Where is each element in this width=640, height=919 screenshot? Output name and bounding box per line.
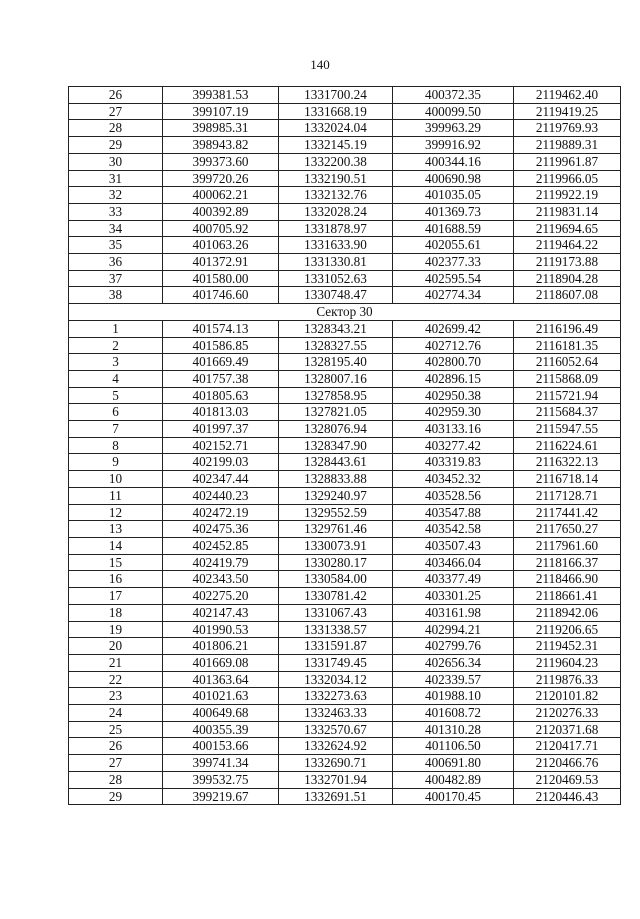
table-row <box>69 537 621 554</box>
cell-y-coordinate: 1328076.94 <box>279 421 393 438</box>
table-row <box>69 604 621 621</box>
table-row <box>69 554 621 571</box>
cell-y-coordinate: 1330781.42 <box>279 588 393 605</box>
cell-point-number: 33 <box>69 203 163 220</box>
cell-point-number: 26 <box>69 87 163 104</box>
table-row <box>69 170 621 187</box>
cell-x-coordinate: 402275.20 <box>163 588 279 605</box>
table-row <box>69 771 621 788</box>
cell-y2-coordinate: 2118904.28 <box>514 270 621 287</box>
cell-x-coordinate: 402419.79 <box>163 554 279 571</box>
cell-point-number: 22 <box>69 671 163 688</box>
cell-y-coordinate: 1331591.87 <box>279 638 393 655</box>
cell-x2-coordinate: 402959.30 <box>393 404 514 421</box>
cell-x-coordinate: 401813.03 <box>163 404 279 421</box>
cell-x-coordinate: 401746.60 <box>163 287 279 304</box>
cell-point-number: 16 <box>69 571 163 588</box>
cell-x2-coordinate: 403507.43 <box>393 537 514 554</box>
cell-y2-coordinate: 2119419.25 <box>514 103 621 120</box>
table-row <box>69 387 621 404</box>
table-row <box>69 87 621 104</box>
cell-x-coordinate: 399741.34 <box>163 755 279 772</box>
cell-y-coordinate: 1331338.57 <box>279 621 393 638</box>
cell-y-coordinate: 1331633.90 <box>279 237 393 254</box>
cell-y2-coordinate: 2115684.37 <box>514 404 621 421</box>
cell-x-coordinate: 399107.19 <box>163 103 279 120</box>
cell-x-coordinate: 401806.21 <box>163 638 279 655</box>
table-row <box>69 153 621 170</box>
cell-y-coordinate: 1332691.51 <box>279 788 393 805</box>
cell-x2-coordinate: 403161.98 <box>393 604 514 621</box>
cell-point-number: 15 <box>69 554 163 571</box>
cell-x2-coordinate: 401035.05 <box>393 187 514 204</box>
cell-point-number: 10 <box>69 471 163 488</box>
cell-x2-coordinate: 400170.45 <box>393 788 514 805</box>
cell-y-coordinate: 1332132.76 <box>279 187 393 204</box>
cell-x2-coordinate: 402950.38 <box>393 387 514 404</box>
cell-y2-coordinate: 2119452.31 <box>514 638 621 655</box>
cell-y-coordinate: 1327821.05 <box>279 404 393 421</box>
cell-x2-coordinate: 401608.72 <box>393 705 514 722</box>
cell-x2-coordinate: 401310.28 <box>393 721 514 738</box>
cell-x-coordinate: 399720.26 <box>163 170 279 187</box>
cell-x-coordinate: 399381.53 <box>163 87 279 104</box>
cell-x2-coordinate: 400482.89 <box>393 771 514 788</box>
cell-x-coordinate: 402475.36 <box>163 521 279 538</box>
cell-x2-coordinate: 400372.35 <box>393 87 514 104</box>
cell-y-coordinate: 1331700.24 <box>279 87 393 104</box>
cell-point-number: 18 <box>69 604 163 621</box>
cell-y2-coordinate: 2117961.60 <box>514 537 621 554</box>
cell-y-coordinate: 1332190.51 <box>279 170 393 187</box>
cell-x-coordinate: 400062.21 <box>163 187 279 204</box>
table-row <box>69 254 621 271</box>
cell-point-number: 32 <box>69 187 163 204</box>
cell-y2-coordinate: 2119769.93 <box>514 120 621 137</box>
cell-y-coordinate: 1332034.12 <box>279 671 393 688</box>
cell-y-coordinate: 1331052.63 <box>279 270 393 287</box>
cell-y-coordinate: 1328443.61 <box>279 454 393 471</box>
cell-y-coordinate: 1331067.43 <box>279 604 393 621</box>
table-row <box>69 621 621 638</box>
cell-x-coordinate: 401669.49 <box>163 354 279 371</box>
cell-x-coordinate: 402152.71 <box>163 437 279 454</box>
cell-point-number: 28 <box>69 771 163 788</box>
cell-y-coordinate: 1332200.38 <box>279 153 393 170</box>
cell-y2-coordinate: 2119876.33 <box>514 671 621 688</box>
table-row <box>69 337 621 354</box>
cell-y2-coordinate: 2119922.19 <box>514 187 621 204</box>
cell-x2-coordinate: 402377.33 <box>393 254 514 271</box>
cell-y2-coordinate: 2116322.13 <box>514 454 621 471</box>
sector-header-row <box>69 304 621 321</box>
cell-y-coordinate: 1332028.24 <box>279 203 393 220</box>
cell-y-coordinate: 1331878.97 <box>279 220 393 237</box>
cell-y-coordinate: 1330584.00 <box>279 571 393 588</box>
cell-y-coordinate: 1331668.19 <box>279 103 393 120</box>
cell-x-coordinate: 400705.92 <box>163 220 279 237</box>
table-row <box>69 588 621 605</box>
cell-y-coordinate: 1332624.92 <box>279 738 393 755</box>
cell-y-coordinate: 1328007.16 <box>279 370 393 387</box>
cell-point-number: 9 <box>69 454 163 471</box>
table-row <box>69 103 621 120</box>
cell-point-number: 27 <box>69 103 163 120</box>
table-row <box>69 437 621 454</box>
cell-y-coordinate: 1331749.45 <box>279 654 393 671</box>
cell-x-coordinate: 401372.91 <box>163 254 279 271</box>
cell-x-coordinate: 401586.85 <box>163 337 279 354</box>
cell-y-coordinate: 1332570.67 <box>279 721 393 738</box>
cell-y2-coordinate: 2119462.40 <box>514 87 621 104</box>
table-row <box>69 120 621 137</box>
cell-x2-coordinate: 403301.25 <box>393 588 514 605</box>
cell-point-number: 30 <box>69 153 163 170</box>
cell-y2-coordinate: 2119831.14 <box>514 203 621 220</box>
cell-x-coordinate: 401805.63 <box>163 387 279 404</box>
cell-y-coordinate: 1328833.88 <box>279 471 393 488</box>
cell-x2-coordinate: 403319.83 <box>393 454 514 471</box>
cell-point-number: 31 <box>69 170 163 187</box>
table-row <box>69 404 621 421</box>
cell-y2-coordinate: 2116052.64 <box>514 354 621 371</box>
table-row <box>69 755 621 772</box>
cell-y-coordinate: 1332701.94 <box>279 771 393 788</box>
cell-x2-coordinate: 403452.32 <box>393 471 514 488</box>
cell-y-coordinate: 1327858.95 <box>279 387 393 404</box>
table-row <box>69 270 621 287</box>
cell-point-number: 4 <box>69 370 163 387</box>
cell-y-coordinate: 1332145.19 <box>279 137 393 154</box>
cell-y-coordinate: 1328347.90 <box>279 437 393 454</box>
cell-point-number: 6 <box>69 404 163 421</box>
table-row <box>69 471 621 488</box>
cell-y2-coordinate: 2117650.27 <box>514 521 621 538</box>
cell-x2-coordinate: 399963.29 <box>393 120 514 137</box>
cell-point-number: 1 <box>69 320 163 337</box>
cell-y2-coordinate: 2115868.09 <box>514 370 621 387</box>
table-row <box>69 487 621 504</box>
cell-x-coordinate: 399532.75 <box>163 771 279 788</box>
cell-point-number: 17 <box>69 588 163 605</box>
cell-point-number: 21 <box>69 654 163 671</box>
cell-x2-coordinate: 403466.04 <box>393 554 514 571</box>
cell-x-coordinate: 402452.85 <box>163 537 279 554</box>
cell-x2-coordinate: 402799.76 <box>393 638 514 655</box>
cell-point-number: 38 <box>69 287 163 304</box>
cell-x-coordinate: 398985.31 <box>163 120 279 137</box>
cell-point-number: 19 <box>69 621 163 638</box>
table-row <box>69 237 621 254</box>
cell-y-coordinate: 1329761.46 <box>279 521 393 538</box>
cell-y2-coordinate: 2120101.82 <box>514 688 621 705</box>
cell-x2-coordinate: 402712.76 <box>393 337 514 354</box>
cell-point-number: 28 <box>69 120 163 137</box>
cell-x-coordinate: 401574.13 <box>163 320 279 337</box>
cell-x2-coordinate: 401369.73 <box>393 203 514 220</box>
cell-x2-coordinate: 403528.56 <box>393 487 514 504</box>
cell-point-number: 37 <box>69 270 163 287</box>
cell-y2-coordinate: 2118607.08 <box>514 287 621 304</box>
table-row <box>69 354 621 371</box>
table-row <box>69 187 621 204</box>
cell-x2-coordinate: 402055.61 <box>393 237 514 254</box>
cell-x-coordinate: 402147.43 <box>163 604 279 621</box>
cell-y-coordinate: 1330073.91 <box>279 537 393 554</box>
coordinates-table <box>68 86 621 805</box>
cell-x-coordinate: 401757.38 <box>163 370 279 387</box>
table-row <box>69 721 621 738</box>
cell-point-number: 36 <box>69 254 163 271</box>
cell-x-coordinate: 401997.37 <box>163 421 279 438</box>
cell-y2-coordinate: 2115947.55 <box>514 421 621 438</box>
table-row <box>69 370 621 387</box>
cell-point-number: 11 <box>69 487 163 504</box>
cell-x-coordinate: 402343.50 <box>163 571 279 588</box>
cell-y-coordinate: 1331330.81 <box>279 254 393 271</box>
cell-y2-coordinate: 2118942.06 <box>514 604 621 621</box>
table-row <box>69 654 621 671</box>
table-row <box>69 571 621 588</box>
cell-point-number: 23 <box>69 688 163 705</box>
cell-y2-coordinate: 2120446.43 <box>514 788 621 805</box>
cell-x-coordinate: 400153.66 <box>163 738 279 755</box>
cell-point-number: 29 <box>69 788 163 805</box>
cell-y-coordinate: 1328343.21 <box>279 320 393 337</box>
cell-y2-coordinate: 2119206.65 <box>514 621 621 638</box>
table-row <box>69 738 621 755</box>
cell-x2-coordinate: 403542.58 <box>393 521 514 538</box>
cell-y2-coordinate: 2116224.61 <box>514 437 621 454</box>
cell-x2-coordinate: 402774.34 <box>393 287 514 304</box>
table-row <box>69 504 621 521</box>
cell-point-number: 24 <box>69 705 163 722</box>
cell-x-coordinate: 399219.67 <box>163 788 279 805</box>
cell-point-number: 29 <box>69 137 163 154</box>
cell-y2-coordinate: 2116718.14 <box>514 471 621 488</box>
table-row <box>69 454 621 471</box>
cell-y-coordinate: 1332024.04 <box>279 120 393 137</box>
cell-y-coordinate: 1330280.17 <box>279 554 393 571</box>
cell-y-coordinate: 1329552.59 <box>279 504 393 521</box>
cell-x2-coordinate: 402994.21 <box>393 621 514 638</box>
cell-point-number: 7 <box>69 421 163 438</box>
cell-x-coordinate: 401063.26 <box>163 237 279 254</box>
cell-x-coordinate: 400649.68 <box>163 705 279 722</box>
cell-y2-coordinate: 2118661.41 <box>514 588 621 605</box>
cell-x-coordinate: 401990.53 <box>163 621 279 638</box>
cell-x2-coordinate: 402896.15 <box>393 370 514 387</box>
cell-point-number: 5 <box>69 387 163 404</box>
table-row <box>69 638 621 655</box>
cell-point-number: 2 <box>69 337 163 354</box>
cell-x2-coordinate: 400690.98 <box>393 170 514 187</box>
cell-x2-coordinate: 403133.16 <box>393 421 514 438</box>
cell-y2-coordinate: 2119961.87 <box>514 153 621 170</box>
cell-y2-coordinate: 2119694.65 <box>514 220 621 237</box>
cell-point-number: 20 <box>69 638 163 655</box>
cell-point-number: 25 <box>69 721 163 738</box>
cell-x-coordinate: 402199.03 <box>163 454 279 471</box>
cell-y2-coordinate: 2118166.37 <box>514 554 621 571</box>
cell-x2-coordinate: 403377.49 <box>393 571 514 588</box>
cell-x-coordinate: 401580.00 <box>163 270 279 287</box>
table-row <box>69 521 621 538</box>
table-row <box>69 203 621 220</box>
cell-x2-coordinate: 401688.59 <box>393 220 514 237</box>
cell-x2-coordinate: 403547.88 <box>393 504 514 521</box>
cell-x2-coordinate: 401106.50 <box>393 738 514 755</box>
cell-y2-coordinate: 2120466.76 <box>514 755 621 772</box>
cell-y2-coordinate: 2119173.88 <box>514 254 621 271</box>
cell-y2-coordinate: 2116181.35 <box>514 337 621 354</box>
cell-y2-coordinate: 2117128.71 <box>514 487 621 504</box>
table-row <box>69 320 621 337</box>
cell-y-coordinate: 1330748.47 <box>279 287 393 304</box>
cell-y2-coordinate: 2120417.71 <box>514 738 621 755</box>
cell-x-coordinate: 401363.64 <box>163 671 279 688</box>
cell-y2-coordinate: 2115721.94 <box>514 387 621 404</box>
cell-point-number: 8 <box>69 437 163 454</box>
cell-x2-coordinate: 399916.92 <box>393 137 514 154</box>
cell-x2-coordinate: 403277.42 <box>393 437 514 454</box>
cell-x2-coordinate: 401988.10 <box>393 688 514 705</box>
cell-x-coordinate: 398943.82 <box>163 137 279 154</box>
cell-x2-coordinate: 402656.34 <box>393 654 514 671</box>
cell-point-number: 13 <box>69 521 163 538</box>
table-row <box>69 421 621 438</box>
cell-y2-coordinate: 2120469.53 <box>514 771 621 788</box>
cell-y-coordinate: 1332690.71 <box>279 755 393 772</box>
cell-y2-coordinate: 2118466.90 <box>514 571 621 588</box>
cell-y2-coordinate: 2119966.05 <box>514 170 621 187</box>
cell-point-number: 14 <box>69 537 163 554</box>
cell-y-coordinate: 1332463.33 <box>279 705 393 722</box>
cell-x-coordinate: 402347.44 <box>163 471 279 488</box>
cell-x2-coordinate: 402699.42 <box>393 320 514 337</box>
cell-x2-coordinate: 402595.54 <box>393 270 514 287</box>
page-number: 140 <box>310 57 330 72</box>
cell-x2-coordinate: 402800.70 <box>393 354 514 371</box>
cell-y2-coordinate: 2120371.68 <box>514 721 621 738</box>
table-row <box>69 220 621 237</box>
cell-x2-coordinate: 400099.50 <box>393 103 514 120</box>
cell-x-coordinate: 400392.89 <box>163 203 279 220</box>
cell-y2-coordinate: 2119889.31 <box>514 137 621 154</box>
cell-y-coordinate: 1328195.40 <box>279 354 393 371</box>
cell-x2-coordinate: 400691.80 <box>393 755 514 772</box>
table-row <box>69 688 621 705</box>
table-row <box>69 137 621 154</box>
cell-y2-coordinate: 2119464.22 <box>514 237 621 254</box>
sector-label: Сектор 30 <box>69 304 621 321</box>
cell-point-number: 26 <box>69 738 163 755</box>
cell-x-coordinate: 401021.63 <box>163 688 279 705</box>
cell-x-coordinate: 399373.60 <box>163 153 279 170</box>
cell-point-number: 12 <box>69 504 163 521</box>
table-row <box>69 705 621 722</box>
cell-y2-coordinate: 2119604.23 <box>514 654 621 671</box>
cell-x2-coordinate: 400344.16 <box>393 153 514 170</box>
cell-x-coordinate: 400355.39 <box>163 721 279 738</box>
cell-y-coordinate: 1332273.63 <box>279 688 393 705</box>
cell-x-coordinate: 402440.23 <box>163 487 279 504</box>
cell-x-coordinate: 402472.19 <box>163 504 279 521</box>
cell-y-coordinate: 1329240.97 <box>279 487 393 504</box>
cell-y-coordinate: 1328327.55 <box>279 337 393 354</box>
cell-point-number: 35 <box>69 237 163 254</box>
cell-y2-coordinate: 2116196.49 <box>514 320 621 337</box>
cell-y2-coordinate: 2117441.42 <box>514 504 621 521</box>
cell-point-number: 27 <box>69 755 163 772</box>
table-row <box>69 287 621 304</box>
table-row <box>69 788 621 805</box>
cell-x2-coordinate: 402339.57 <box>393 671 514 688</box>
table-row <box>69 671 621 688</box>
cell-x-coordinate: 401669.08 <box>163 654 279 671</box>
cell-y2-coordinate: 2120276.33 <box>514 705 621 722</box>
cell-point-number: 34 <box>69 220 163 237</box>
cell-point-number: 3 <box>69 354 163 371</box>
